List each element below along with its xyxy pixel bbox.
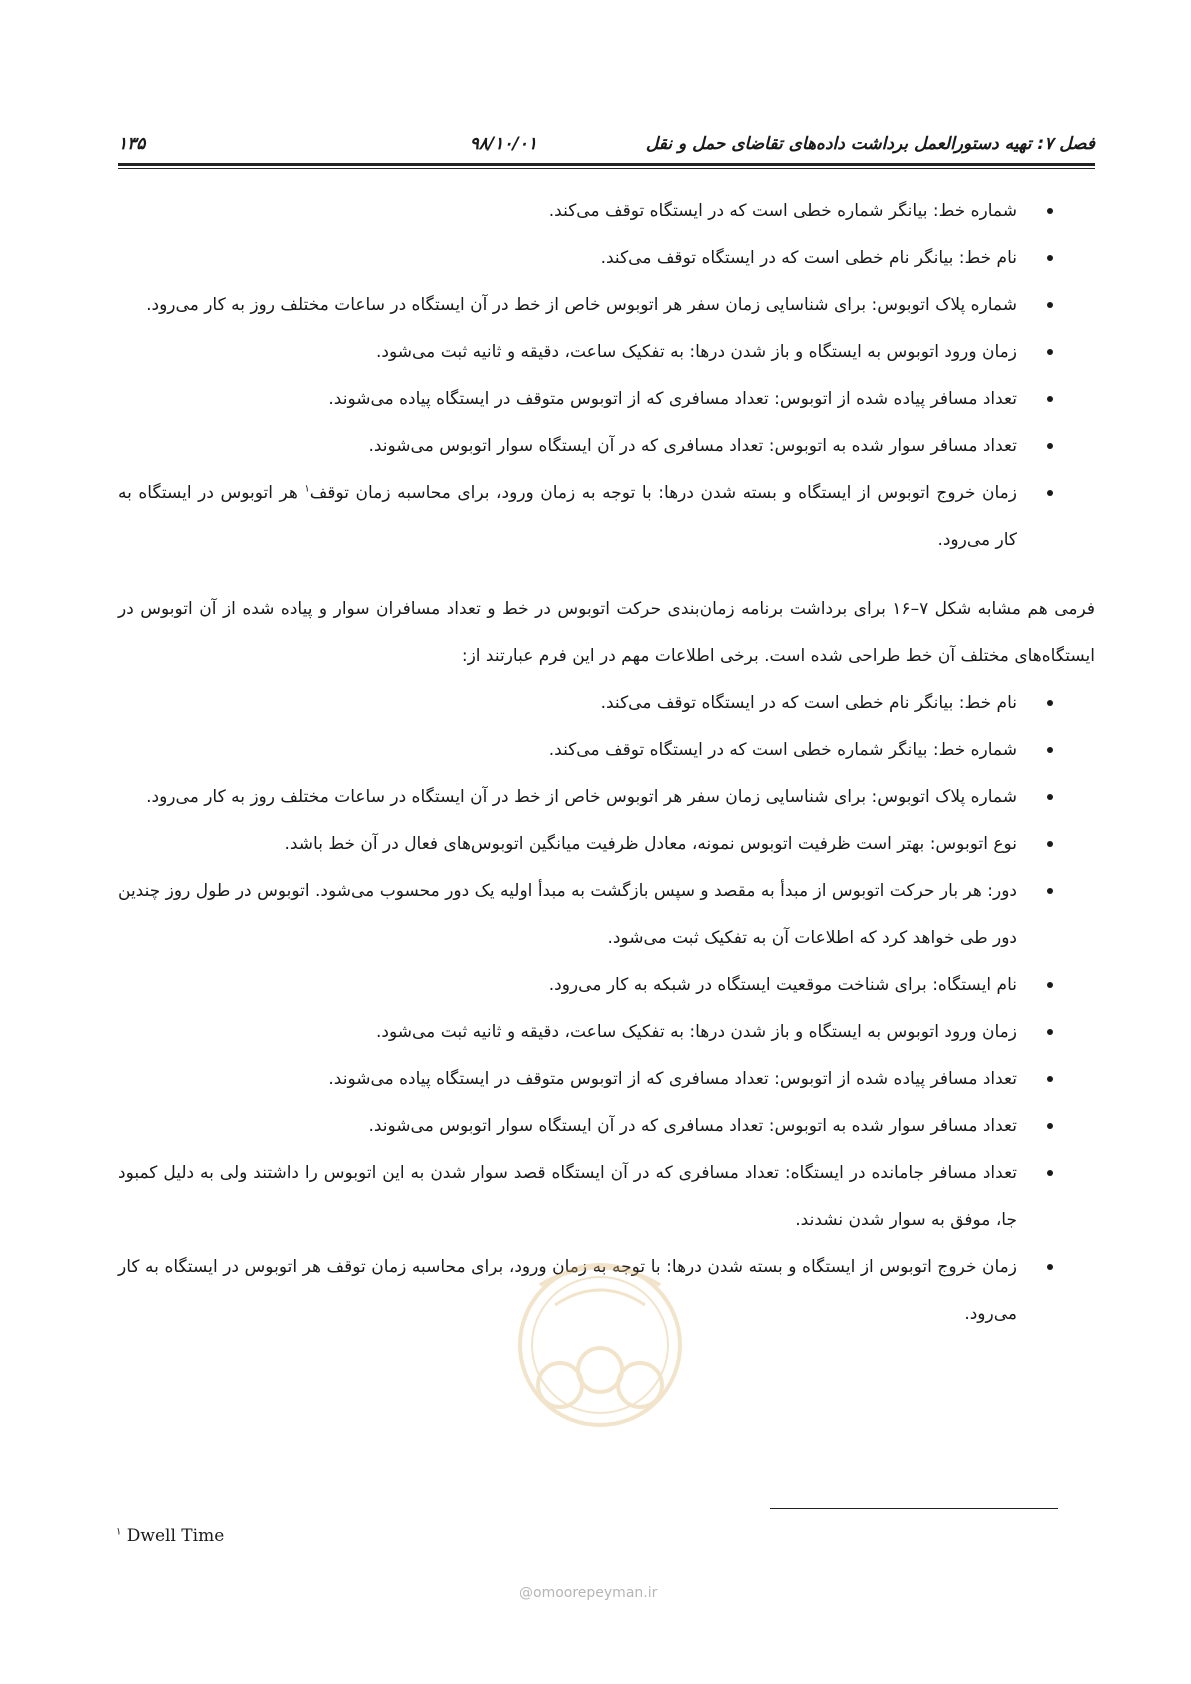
list-item: تعداد مسافر پیاده شده از اتوبوس: تعداد مسافری که از اتوبوس متوقف در ایستگاه پیاده می‌شوند. (118, 1056, 1095, 1103)
list-item: نام خط: بیانگر نام خطی است که در ایستگاه توقف می‌کند. (118, 680, 1095, 727)
list-item: شماره پلاک اتوبوس: برای شناسایی زمان سفر هر اتوبوس خاص از خط در آن ایستگاه در ساعات مختلف روز به کار می‌رود. (118, 282, 1095, 329)
page-number: ۱۳۵ (118, 134, 146, 154)
list-item: زمان خروج اتوبوس از ایستگاه و بسته شدن درها: با توجه به زمان ورود، برای محاسبه زمان توقف هر اتوبوس در ایستگاه به کار می‌رود. (118, 1244, 1095, 1338)
list-item: تعداد مسافر جامانده در ایستگاه: تعداد مسافری که در آن ایستگاه قصد سوار شدن به این اتوبوس را داشتند ولی به دلیل کمبود جا، موفق به سوار شدن نشدند. (118, 1150, 1095, 1244)
footnote-text: Dwell Time (121, 1526, 225, 1546)
bullet-icon (1047, 302, 1053, 308)
header-date: ۹۸/۱۰/۰۱ (469, 134, 537, 154)
watermark-logo-icon (500, 1245, 700, 1435)
footnote-rule (770, 1508, 1058, 1509)
list-item: نوع اتوبوس: بهتر است ظرفیت اتوبوس نمونه، معادل ظرفیت میانگین اتوبوس‌های فعال در آن خط باشد. (118, 821, 1095, 868)
bullet-list-2 (118, 680, 1095, 1338)
list-item: زمان خروج اتوبوس از ایستگاه و بسته شدن درها: با توجه به زمان ورود، برای محاسبه زمان توقف$^۱$ هر اتوبوس در ایستگاه به کار می‌رود. (118, 470, 1095, 564)
bullet-icon (1047, 255, 1053, 261)
body-content (118, 188, 1095, 1338)
bullet-icon (1047, 1170, 1053, 1176)
list-item: دور: هر بار حرکت اتوبوس از مبدأ به مقصد و سپس بازگشت به مبدأ اولیه یک دور محسوب می‌شود. اتوبوس در طول روز چندین دور طی خواهد کرد که اطلاعات آن به تفکیک ثبت می‌شود. (118, 868, 1095, 962)
page-header (118, 128, 1095, 160)
bullet-list-1 (118, 188, 1095, 564)
bullet-icon (1047, 1076, 1053, 1082)
list-item: تعداد مسافر سوار شده به اتوبوس: تعداد مسافری که در آن ایستگاه سوار اتوبوس می‌شوند. (118, 423, 1095, 470)
bullet-icon (1047, 794, 1053, 800)
bullet-icon (1047, 747, 1053, 753)
bullet-icon (1047, 396, 1053, 402)
list-item: شماره خط: بیانگر شماره خطی است که در ایستگاه توقف می‌کند. (118, 727, 1095, 774)
bullet-icon (1047, 349, 1053, 355)
header-rule-thick (118, 163, 1095, 166)
list-item: تعداد مسافر سوار شده به اتوبوس: تعداد مسافری که در آن ایستگاه سوار اتوبوس می‌شوند. (118, 1103, 1095, 1150)
bullet-icon (1047, 1264, 1053, 1270)
bullet-icon (1047, 208, 1053, 214)
bullet-icon (1047, 888, 1053, 894)
bullet-icon (1047, 490, 1053, 496)
list-item: تعداد مسافر پیاده شده از اتوبوس: تعداد مسافری که از اتوبوس متوقف در ایستگاه پیاده می‌شوند. (118, 376, 1095, 423)
bullet-icon (1047, 841, 1053, 847)
bullet-icon (1047, 982, 1053, 988)
list-item: زمان ورود اتوبوس به ایستگاه و باز شدن درها: به تفکیک ساعت، دقیقه و ثانیه ثبت می‌شود. (118, 329, 1095, 376)
list-item: نام ایستگاه: برای شناخت موقعیت ایستگاه در شبکه به کار می‌رود. (118, 962, 1095, 1009)
bullet-icon (1047, 1123, 1053, 1129)
intro-paragraph: فرمی هم مشابه شکل ۷–۱۶ برای برداشت برنامه زمان‌بندی حرکت اتوبوس در خط و تعداد مسافران سوار و پیاده شده از آن اتوبوس در ایستگاه‌های مختلف آن خط طراحی شده است. برخی اطلاعات مهم در این فرم عبارتند از: (118, 599, 1096, 666)
chapter-title: فصل ۷: تهیه دستورالعمل برداشت داده‌های تقاضای حمل و نقل (645, 134, 1095, 154)
list-item: نام خط: بیانگر نام خطی است که در ایستگاه توقف می‌کند. (118, 235, 1095, 282)
list-item: شماره پلاک اتوبوس: برای شناسایی زمان سفر هر اتوبوس خاص از خط در آن ایستگاه در ساعات مختلف روز به کار می‌رود. (118, 774, 1095, 821)
list-item: زمان ورود اتوبوس به ایستگاه و باز شدن درها: به تفکیک ساعت، دقیقه و ثانیه ثبت می‌شود. (118, 1009, 1095, 1056)
header-rule-thin (118, 168, 1095, 169)
bullet-icon (1047, 443, 1053, 449)
bullet-icon (1047, 1029, 1053, 1035)
footnote-marker: ۱ (304, 483, 310, 495)
bullet-icon (1047, 700, 1053, 706)
footnote-number: ۱ (116, 1526, 122, 1538)
watermark-url: @omoorepeyman.ir (519, 1585, 658, 1601)
list-item: شماره خط: بیانگر شماره خطی است که در ایستگاه توقف می‌کند. (118, 188, 1095, 235)
footnote (116, 1526, 224, 1546)
